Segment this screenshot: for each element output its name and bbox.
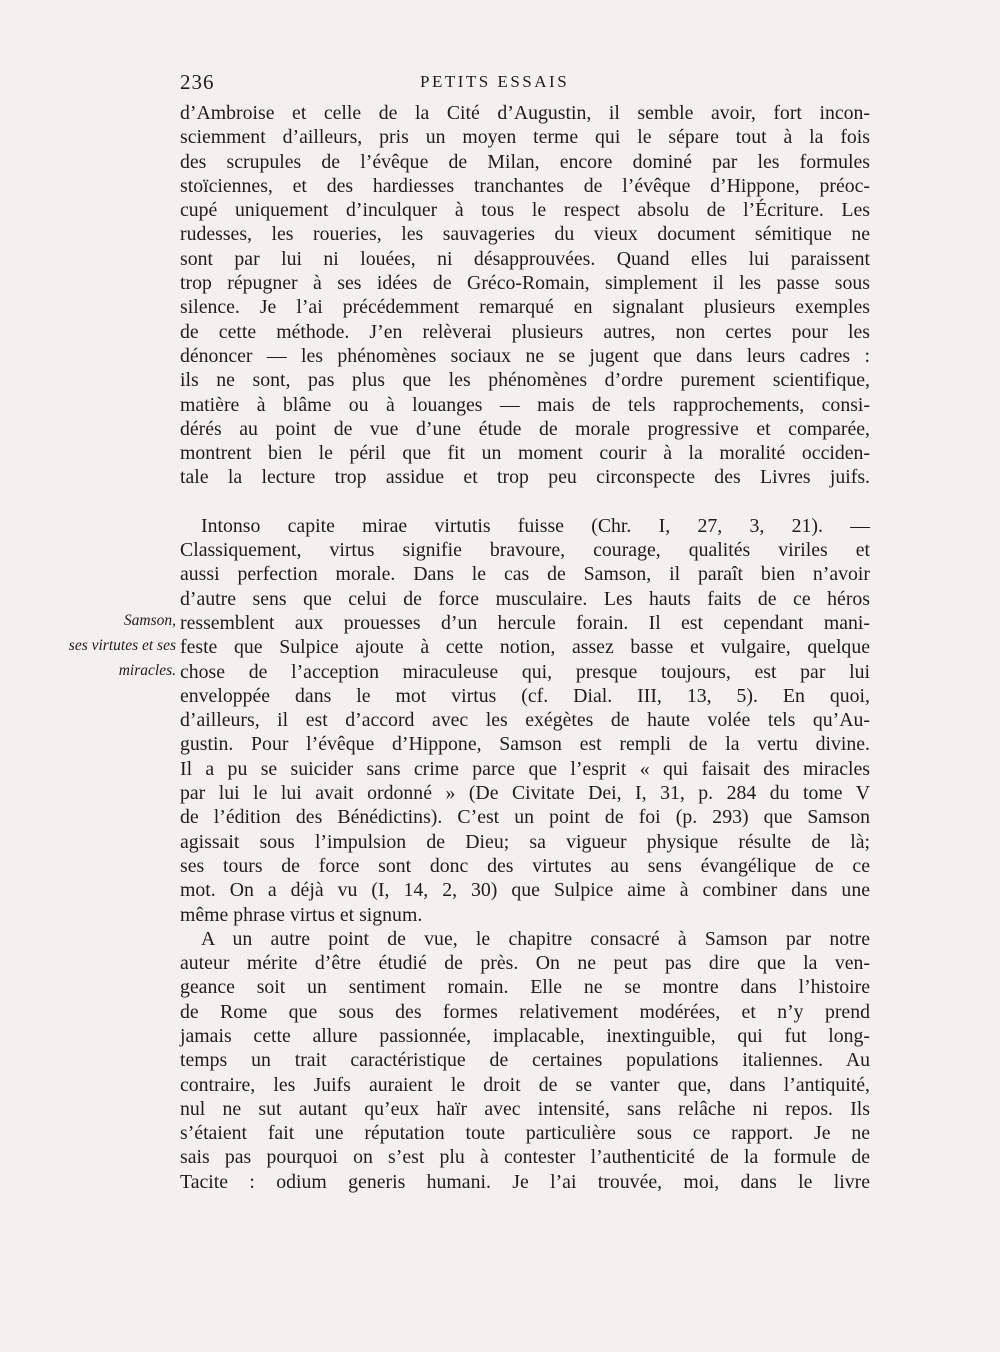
text-line: s’étaient fait une réputation toute particulière sous ce rapport. Je ne <box>180 1122 870 1145</box>
text-line: dérés au point de vue d’une étude de morale progressive et comparée, <box>180 417 870 440</box>
text-line: auteur mérite d’être étudié de près. On ne peut pas dire que la ven- <box>180 952 870 975</box>
text-line: jamais cette allure passionnée, implacable, inextinguible, qui fut long- <box>180 1024 870 1047</box>
text-line: d’ailleurs, il est d’accord avec les exégètes de haute volée tels qu’Au- <box>180 709 870 732</box>
text-line: nul ne sut autant qu’eux haïr avec intensité, sans relâche ni repos. Ils <box>180 1097 870 1120</box>
text-line: Classiquement, virtus signifie bravoure, courage, qualités viriles et <box>180 539 870 562</box>
text-line: dénoncer — les phénomènes sociaux ne se jugent que dans leurs cadres : <box>180 344 870 367</box>
text-line: Il a pu se suicider sans crime parce que l’esprit « qui faisait des miracles <box>180 757 870 780</box>
text-line: trop répugner à ses idées de Gréco-Romain, simplement il les passe sous <box>180 272 870 295</box>
text-line: d’Ambroise et celle de la Cité d’Augustin, il semble avoir, fort incon- <box>180 102 870 124</box>
text-line: geance soit un sentiment romain. Elle ne se montre dans l’histoire <box>180 976 870 999</box>
text-line: ils ne sont, pas plus que les phénomènes d’ordre purement scientifique, <box>180 369 870 392</box>
text-line: enveloppée dans le mot virtus (cf. Dial. III, 13, 5). En quoi, <box>180 684 870 707</box>
text-line: silence. Je l’ai précédemment remarqué en signalant plusieurs exemples <box>180 296 870 319</box>
text-line: même phrase virtus et signum. <box>180 903 423 926</box>
text-line: ses tours de force sont donc des virtutes au sens évangélique de ce <box>180 854 870 877</box>
text-line: chose de l’acception miraculeuse qui, presque toujours, est par lui <box>180 660 870 683</box>
text-line: agissait sous l’impulsion de Dieu; sa vigueur physique résulte de là; <box>180 830 870 853</box>
text-line: tale la lecture trop assidue et trop peu circonspecte des Livres juifs. <box>180 466 870 489</box>
text-line: des scrupules de l’évêque de Milan, encore dominé par les formules <box>180 150 870 173</box>
text-line: feste que Sulpice ajoute à cette notion, assez basse et vulgaire, quelque <box>180 636 870 659</box>
body-text <box>180 101 870 1194</box>
text-line: gustin. Pour l’évêque d’Hippone, Samson est rempli de la vertu divine. <box>180 733 870 756</box>
text-line: par lui le lui avait ordonné » (De Civitate Dei, I, 31, p. 284 du tome V <box>180 782 870 805</box>
page-header <box>180 70 870 94</box>
text-line: sont par lui ni louées, ni désapprouvées. Quand elles lui paraissent <box>180 247 870 270</box>
text-line: sciemment d’ailleurs, pris un moyen terme qui le sépare tout à la fois <box>180 126 870 149</box>
text-line: de Rome que sous des formes relativement modérées, et n’y prend <box>180 1000 870 1023</box>
text-line: stoïciennes, et des hardiesses tranchantes de l’évêque d’Hippone, préoc- <box>180 174 870 197</box>
page-number: 236 <box>180 70 215 94</box>
text-line: mot. On a déjà vu (I, 14, 2, 30) que Sulpice aime à combiner dans une <box>180 879 870 902</box>
margin-note-line: Samson, <box>123 612 176 629</box>
paragraph-3 <box>180 927 870 1194</box>
margin-note <box>30 608 176 683</box>
text-line: A un autre point de vue, le chapitre consacré à Samson par notre <box>201 927 870 950</box>
text-line: aussi perfection morale. Dans le cas de Samson, il paraît bien n’avoir <box>180 563 870 586</box>
text-line: sais pas pourquoi on s’est plu à contester l’authenticité de la formule de <box>180 1146 870 1169</box>
paragraph-1 <box>180 101 870 490</box>
text-line: temps un trait caractéristique de certaines populations italiennes. Au <box>180 1049 870 1072</box>
text-line: d’autre sens que celui de force musculaire. Les hauts faits de ce héros <box>180 587 870 610</box>
text-line: matière à blâme ou à louanges — mais de tels rapprochements, consi- <box>180 393 870 416</box>
margin-note-line: miracles. <box>118 662 176 679</box>
paragraph-2 <box>180 514 870 927</box>
text-line: de l’édition des Bénédictins). C’est un point de foi (p. 293) que Samson <box>180 806 870 829</box>
running-head: PETITS ESSAIS <box>420 72 570 91</box>
text-line: Tacite : odium generis humani. Je l’ai trouvée, moi, dans le livre <box>180 1170 870 1193</box>
text-line: Intonso capite mirae virtutis fuisse (Chr. I, 27, 3, 21). — <box>201 514 870 537</box>
text-line: de cette méthode. J’en relèverai plusieurs autres, non certes pour les <box>180 320 870 343</box>
text-line: rudesses, les roueries, les sauvageries du vieux document sémitique ne <box>180 223 870 246</box>
text-line: cupé uniquement d’inculquer à tous le respect absolu de l’Écriture. Les <box>180 199 870 222</box>
text-line: contraire, les Juifs auraient le droit de se vanter que, dans l’antiquité, <box>180 1073 870 1096</box>
text-line: montrent bien le péril que fit un moment courir à la moralité occiden- <box>180 442 870 465</box>
text-line: ressemblent aux prouesses d’un hercule forain. Il est cependant mani- <box>180 611 870 634</box>
margin-note-line: ses virtutes et ses <box>68 637 176 654</box>
